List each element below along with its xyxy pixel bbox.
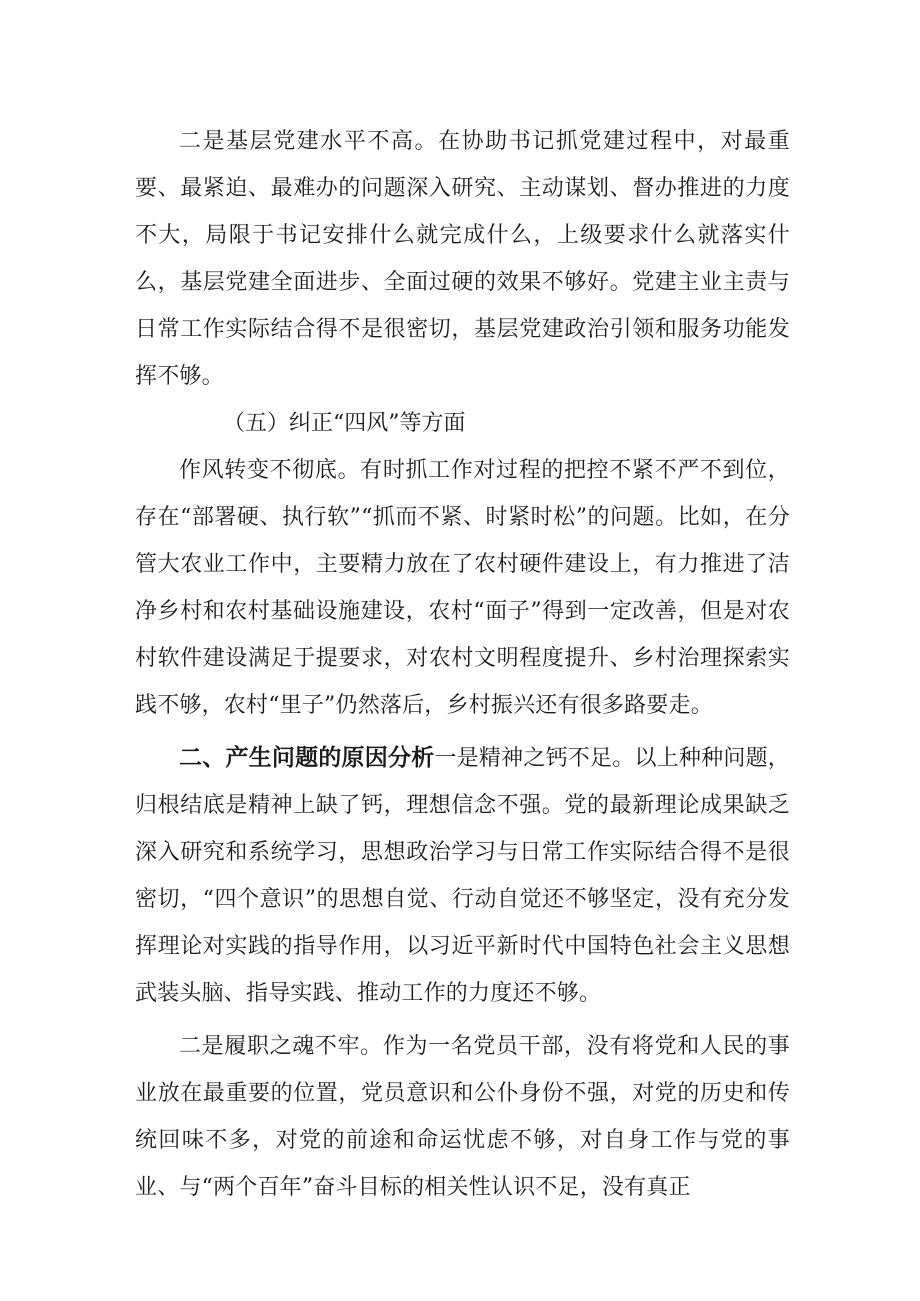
document-page bbox=[135, 118, 790, 1211]
sub-heading-four-winds: （五）纠正“四风”等方面 bbox=[223, 411, 466, 436]
paragraph-spirit-calcium: 一是精神之钙不足。以上种种问题，归根结底是精神上缺了钙，理想信念不强。党的最新理论成果缺乏深入研究和系统学习，思想政治学习与日常工作实际结合得不是很密切，“四个意识”的思想自觉、行动自觉还不够坚定，没有充分发挥理论对实践的指导作用，以习近平新时代中国特色社会主义思想武装头脑、指导实践、推动工作的力度还不够。 bbox=[135, 746, 790, 1006]
section-heading-cause-analysis: 二、产生问题的原因分析 bbox=[179, 745, 435, 771]
paragraph-duty-soul: 二是履职之魂不牢。作为一名党员干部，没有将党和人民的事业放在最重要的位置，党员意识和公仆身份不强，对党的历史和传统回味不多，对党的前途和命运忧虑不够，对自身工作与党的事业、与“两个百年”奋斗目标的相关性认识不足，没有真正 bbox=[135, 1034, 790, 1200]
paragraph-cause-analysis bbox=[135, 735, 790, 1017]
paragraph-grassroots-party-building: 二是基层党建水平不高。在协助书记抓党建过程中，对最重要、最紧迫、最难办的问题深入研究、主动谋划、督办推进的力度不大，局限于书记安排什么就完成什么，上级要求什么就落实什么，基层党建全面进步、全面过硬的效果不够好。党建主业主责与日常工作实际结合得不是很密切，基层党建政治引领和服务功能发挥不够。 bbox=[135, 129, 790, 389]
paragraph-work-style: 作风转变不彻底。有时抓工作对过程的把控不紧不严不到位，存在“部署硬、执行软”“抓而不紧、时紧时松”的问题。比如，在分管大农业工作中，主要精力放在了农村硬件建设上，有力推进了洁净乡村和农村基础设施建设，农村“面子”得到一定改善，但是对农村软件建设满足于提要求，对农村文明程度提升、乡村治理探索实践不够，农村“里子”仍然落后，乡村振兴还有很多路要走。 bbox=[135, 458, 790, 718]
